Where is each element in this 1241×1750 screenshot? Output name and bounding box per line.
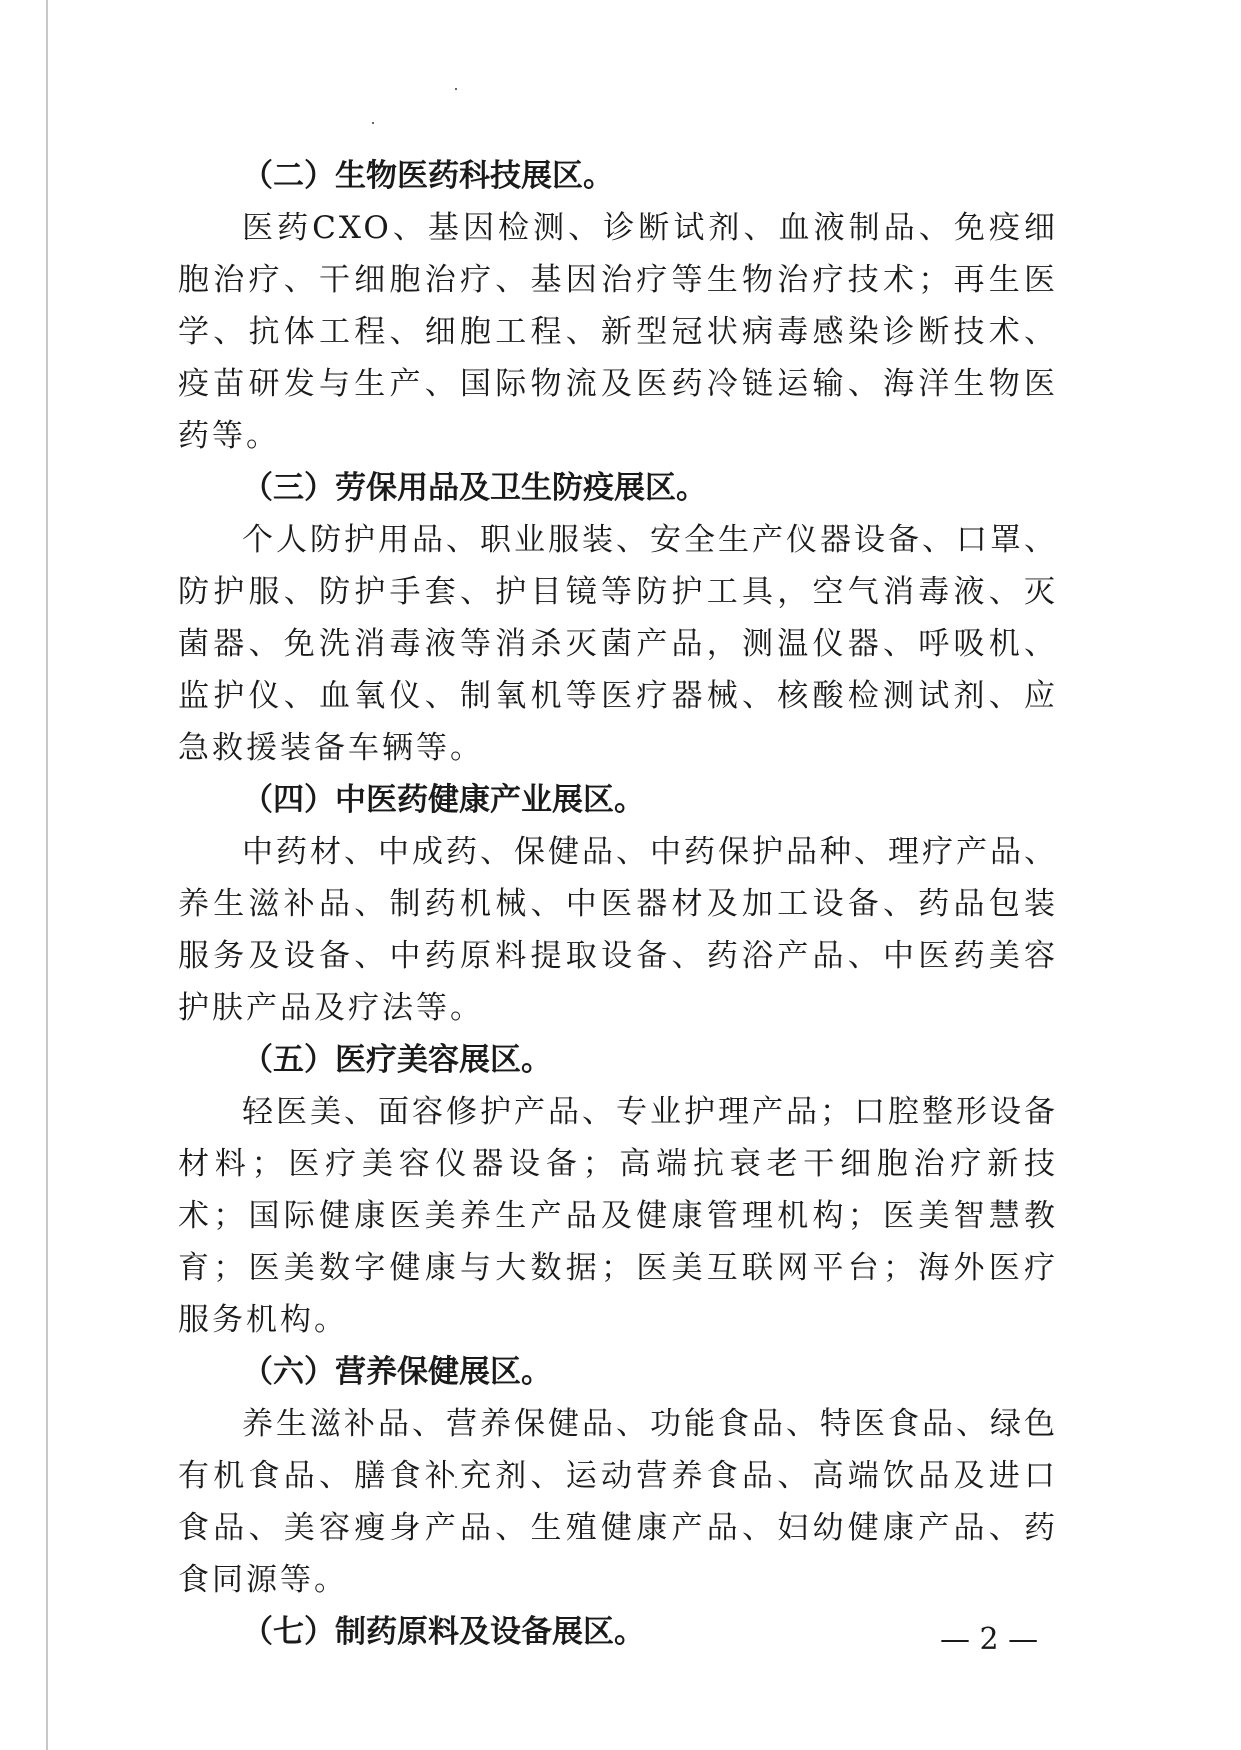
section-heading-pharma-equipment: （七）制药原料及设备展区。 — [242, 1614, 645, 1650]
section-body-biomedicine: 医药CXO、基因检测、诊断试剂、血液制品、免疫细胞治疗、干细胞治疗、基因治疗等生物治疗技术；再生医学、抗体工程、细胞工程、新型冠状病毒感染诊断技术、疫苗研发与生产、国际物流及医药冷链运输、海洋生物医药等。 — [178, 210, 1058, 454]
section-heading-protective-supplies: （三）劳保用品及卫生防疫展区。 — [242, 470, 707, 506]
section-body-medical-beauty: 轻医美、面容修护产品、专业护理产品；口腔整形设备材料；医疗美容仪器设备；高端抗衰老干细胞治疗新技术；国际健康医美养生产品及健康管理机构；医美智慧教育；医美数字健康与大数据；医美互联网平台；海外医疗服务机构。 — [178, 1094, 1058, 1338]
scan-edge-line — [46, 0, 48, 1750]
section-heading-biomedicine: （二）生物医药科技展区。 — [242, 158, 614, 194]
section-body-nutrition: 养生滋补品、营养保健品、功能食品、特医食品、绿色有机食品、膳食补充剂、运动营养食品、高端饮品及进口食品、美容瘦身产品、生殖健康产品、妇幼健康产品、药食同源等。 — [178, 1406, 1058, 1598]
scan-speck — [372, 122, 374, 124]
scan-speck — [455, 88, 457, 90]
section-body-protective-supplies: 个人防护用品、职业服装、安全生产仪器设备、口罩、防护服、防护手套、护目镜等防护工具，空气消毒液、灭菌器、免洗消毒液等消杀灭菌产品，测温仪器、呼吸机、监护仪、血氧仪、制氧机等医疗器械、核酸检测试剂、应急救援装备车辆等。 — [178, 522, 1058, 766]
section-heading-medical-beauty: （五）医疗美容展区。 — [242, 1042, 552, 1078]
section-body-tcm-health: 中药材、中成药、保健品、中药保护品种、理疗产品、养生滋补品、制药机械、中医器材及加工设备、药品包装服务及设备、中药原料提取设备、药浴产品、中医药美容护肤产品及疗法等。 — [178, 834, 1058, 1026]
section-heading-nutrition: （六）营养保健展区。 — [242, 1354, 552, 1390]
section-heading-tcm-health: （四）中医药健康产业展区。 — [242, 782, 645, 818]
page-number: — 2 — — [940, 1622, 1039, 1657]
document-body — [178, 150, 1058, 1658]
